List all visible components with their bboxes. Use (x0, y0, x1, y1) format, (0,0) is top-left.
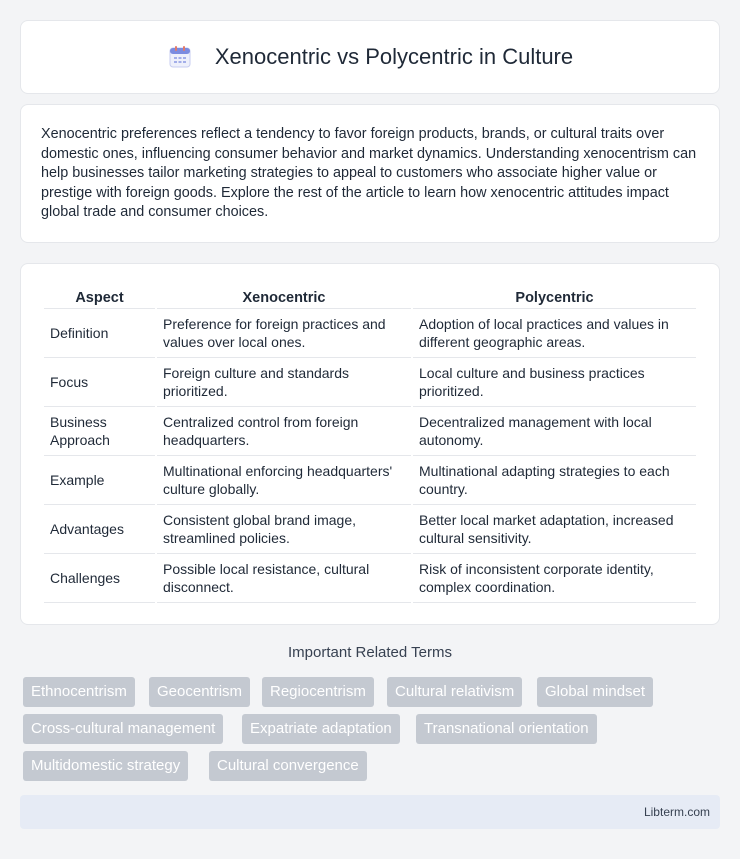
header-polycentric: Polycentric (413, 284, 696, 309)
cell-polycentric: Decentralized management with local autonomy. (413, 407, 696, 456)
table-row (44, 309, 696, 358)
intro-text: Xenocentric preferences reflect a tendency to favor foreign products, brands, or cultural traits over domestic ones, influencing consumer behavior and market dynamics. Understanding xenocentrism can help businesses tailor marketing strategies to appeal to customers who associate higher value or prestige with foreign goods. Explore the rest of the article to learn how xenocentric attitudes impact global trade and consumer choices. (41, 126, 697, 220)
calendar-icon (167, 44, 193, 70)
tag-transnational-orientation[interactable]: Transnational orientation (416, 714, 597, 744)
cell-xenocentric: Centralized control from foreign headquarters. (157, 407, 411, 456)
cell-xenocentric: Multinational enforcing headquarters' culture globally. (157, 456, 411, 505)
tag-geocentrism[interactable]: Geocentrism (149, 677, 250, 707)
comparison-table (42, 284, 698, 603)
cell-xenocentric: Consistent global brand image, streamlined policies. (157, 505, 411, 554)
tag-ethnocentrism[interactable]: Ethnocentrism (23, 677, 135, 707)
table-row (44, 554, 696, 603)
header-xenocentric: Xenocentric (157, 284, 411, 309)
tag-cultural-relativism[interactable]: Cultural relativism (387, 677, 522, 707)
header-aspect: Aspect (44, 284, 155, 309)
table-header-row (44, 284, 696, 309)
intro-card (20, 104, 720, 243)
table-row (44, 358, 696, 407)
cell-aspect: Example (44, 456, 155, 505)
cell-polycentric: Local culture and business practices prioritized. (413, 358, 696, 407)
cell-xenocentric: Foreign culture and standards prioritized. (157, 358, 411, 407)
cell-polycentric: Multinational adapting strategies to each country. (413, 456, 696, 505)
table-row (44, 505, 696, 554)
table-row (44, 407, 696, 456)
tag-multidomestic-strategy[interactable]: Multidomestic strategy (23, 751, 188, 781)
page-title: Xenocentric vs Polycentric in Culture (214, 44, 574, 69)
cell-xenocentric: Preference for foreign practices and values over local ones. (157, 309, 411, 358)
cell-aspect: Business Approach (44, 407, 155, 456)
tag-global-mindset[interactable]: Global mindset (537, 677, 653, 707)
cell-polycentric: Risk of inconsistent corporate identity, complex coordination. (413, 554, 696, 603)
comparison-card (20, 263, 720, 625)
title-card (20, 20, 720, 94)
cell-aspect: Definition (44, 309, 155, 358)
cell-aspect: Challenges (44, 554, 155, 603)
cell-polycentric: Better local market adaptation, increased cultural sensitivity. (413, 505, 696, 554)
footer (20, 795, 720, 829)
cell-aspect: Focus (44, 358, 155, 407)
tag-cultural-convergence[interactable]: Cultural convergence (209, 751, 367, 781)
cell-polycentric: Adoption of local practices and values in different geographic areas. (413, 309, 696, 358)
table-row (44, 456, 696, 505)
tag-expatriate-adaptation[interactable]: Expatriate adaptation (242, 714, 400, 744)
related-terms-heading: Important Related Terms (288, 644, 452, 661)
tag-cross-cultural-management[interactable]: Cross-cultural management (23, 714, 223, 744)
footer-site-link[interactable]: Libterm.com (643, 805, 710, 819)
cell-aspect: Advantages (44, 505, 155, 554)
cell-xenocentric: Possible local resistance, cultural disconnect. (157, 554, 411, 603)
tag-regiocentrism[interactable]: Regiocentrism (262, 677, 374, 707)
